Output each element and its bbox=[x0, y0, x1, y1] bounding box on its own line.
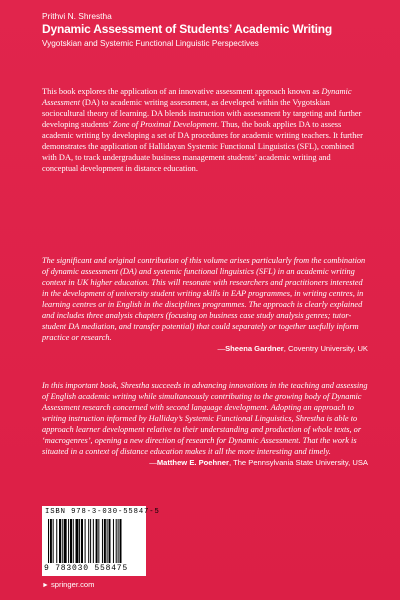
barcode-icon bbox=[48, 519, 140, 563]
description-part-1: This book explores the application of an innovative assessment approach known as bbox=[42, 87, 322, 96]
description-emphasis-2: Zone of Proximal Development bbox=[112, 120, 217, 130]
endorser-affiliation: , Coventry University, UK bbox=[283, 344, 368, 354]
endorsement-text: In this important book, Shrestha succeeds in advancing innovations in the teaching and assessing of English academic writing while simultaneously contributing to the growing body of Dynamic Assessment research concerned with second language development. Adopting an approach to writing instruction informed by Halliday’s Systemic Functional Linguistics, Shrestha is able to approach learner development relative to their understanding and production of whole texts, or ‘macrogenres’, opening a new direction of research for Dynamic Assessment. That the work is situated in a context of distance education makes it all the more interesting and timely. bbox=[42, 381, 368, 457]
endorser-affiliation: , The Pennsylvania State University, USA bbox=[228, 458, 368, 468]
book-description bbox=[42, 86, 368, 174]
book-title: Dynamic Assessment of Students’ Academic Writing bbox=[42, 22, 333, 36]
attribution-dash: — bbox=[149, 458, 157, 468]
publisher-website[interactable] bbox=[42, 580, 94, 589]
description-part-2: (DA) to academic writing assessment, as developed within the Vygotskian sociocultural theory of learning. DA blends instruction with assessment by targeting and further developing students’ bbox=[42, 98, 362, 130]
description-emphasis-1: Dynamic Assessment bbox=[42, 87, 352, 108]
website-label: springer.com bbox=[50, 580, 95, 589]
barcode-number: 9 783030 558475 bbox=[44, 564, 129, 573]
isbn-label: ISBN 978-3-030-55847-5 bbox=[45, 508, 160, 516]
author-name: Prithvi N. Shrestha bbox=[42, 11, 112, 21]
endorsement-text: The significant and original contribution of this volume arises particularly from the combination of dynamic assessment (DA) and systemic functional linguistics (SFL) in an academic writing context in UK higher education. This will resonate with researchers and practitioners interested in the development of university student writing skills in EAP programmes, in writing centres, in learning centres or in English in the disciplines programmes. The approach is clearly explained and includes three analysis chapters (focusing on business case study analysis genres; tutor-student DA mediation, and transfer potential) that could separately or together usefully inform practice or research. bbox=[42, 256, 366, 343]
endorsement-quote bbox=[42, 255, 368, 354]
cover-header bbox=[42, 11, 372, 49]
attribution-dash: — bbox=[217, 344, 226, 354]
endorsement-attribution bbox=[42, 343, 368, 354]
book-subtitle: Vygotskian and Systemic Functional Linguistic Perspectives bbox=[42, 39, 259, 48]
endorser-name: Sheena Gardner bbox=[225, 344, 284, 354]
endorser-name: Matthew E. Poehner bbox=[156, 458, 229, 468]
endorsement-quote bbox=[42, 380, 368, 468]
isbn-barcode bbox=[42, 506, 160, 576]
description-part-3: . Thus, the book applies DA to assess academic writing by developing a set of DA procedures for academic writing teachers. It further demonstrates the application of Hallidayan Systemic Functional Linguistics (SFL), combined with DA, to track undergraduate business management students’ academic writing and conceptual development in distance education. bbox=[42, 120, 363, 174]
endorsement-attribution bbox=[42, 457, 368, 468]
arrow-icon: ► bbox=[42, 582, 49, 589]
